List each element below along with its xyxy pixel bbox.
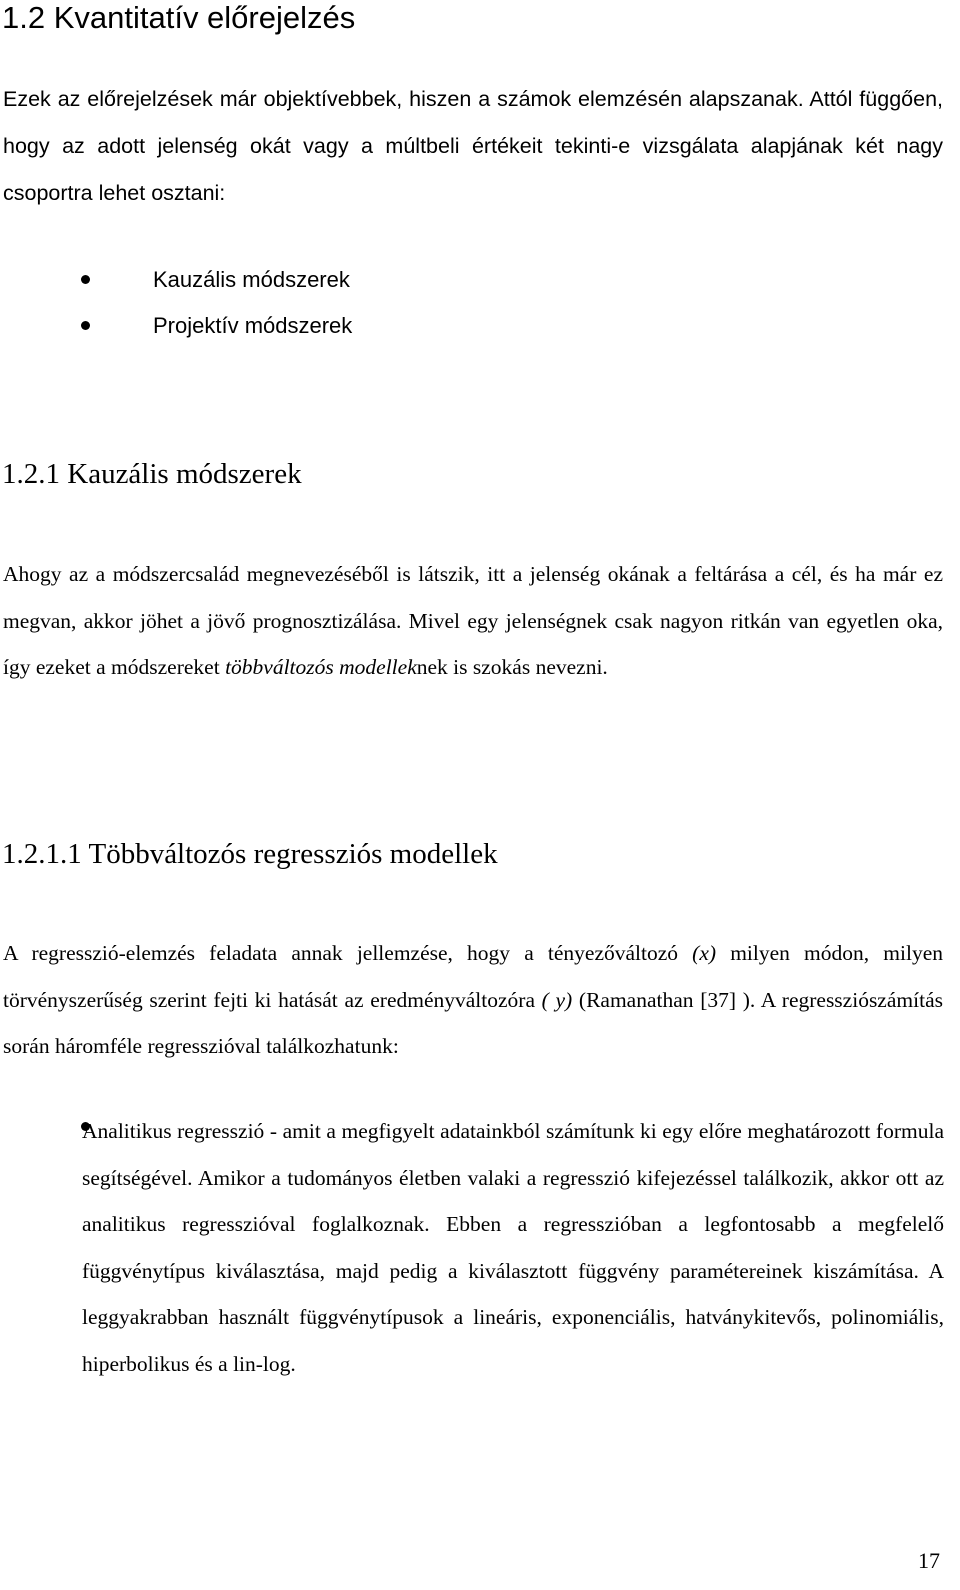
paragraph-text: A regresszió-elemzés feladata annak jellemzése, hogy a tényezőváltozó [3, 941, 693, 965]
section-heading: 1.2 Kvantitatív előrejelzés [2, 0, 356, 35]
list-item: Kauzális módszerek [153, 267, 350, 292]
page-number: 17 [918, 1548, 940, 1573]
causal-paragraph [3, 551, 943, 691]
subsubsection-heading: 1.2.1.1 Többváltozós regressziós modellek [2, 838, 498, 870]
italic-term: többváltozós modellek [225, 655, 417, 679]
variable-x: (x) [692, 941, 717, 965]
subsection-heading: 1.2.1 Kauzális módszerek [2, 458, 302, 490]
variable-y: ( y) [541, 987, 573, 1012]
bullet-dot [81, 321, 90, 330]
paragraph-text: (Ramanathan [37] ). A regressziószámítás során háromféle regresszióval találkozhatunk: [3, 987, 943, 1058]
intro-paragraph: Ezek az előrejelzések már objektívebbek, hiszen a számok elemzésén alapszanak. Attól függően, hogy az adott jelenség okát vagy a múltbeli értékeit tekinti-e vizsgálata alapjának két nagy csoportra lehet osztani: [3, 87, 943, 205]
regression-paragraph [3, 930, 943, 1070]
list-item: Projektív módszerek [153, 313, 353, 338]
bullet-dot [81, 275, 90, 284]
paragraph-text: Ahogy az a módszercsalád megnevezéséből is látszik, itt a jelenség okának a feltárása a cél, és ha már ez megvan, akkor jöhet a jövő prognosztizálása. Mivel egy jelenségnek csak nagyon ritkán van egyetlen oka, így ezeket a módszereket [3, 562, 943, 679]
paragraph-text: milyen módon, milyen törvényszerűség szerint fejti ki hatását az eredményváltozóra [3, 941, 943, 1012]
paragraph-text: nek is szokás nevezni. [416, 655, 608, 679]
analytic-regression-item: Analitikus regresszió - amit a megfigyelt adatainkból számítunk ki egy előre meghatározott formula segítségével. Amikor a tudományos életben valaki a regresszió kifejezéssel találkozik, akkor ott az analitikus regresszióval foglalkoznak. Ebben a regresszióban a legfontosabb a megfelelő függvénytípus kiválasztása, majd pedig a kiválasztott függvény paramétereinek kiszámítása. A leggyakrabban használt függvénytípusok a lineáris, exponenciális, hatványkitevős, polinomiális, hiperbolikus és a lin-log. [82, 1119, 944, 1376]
